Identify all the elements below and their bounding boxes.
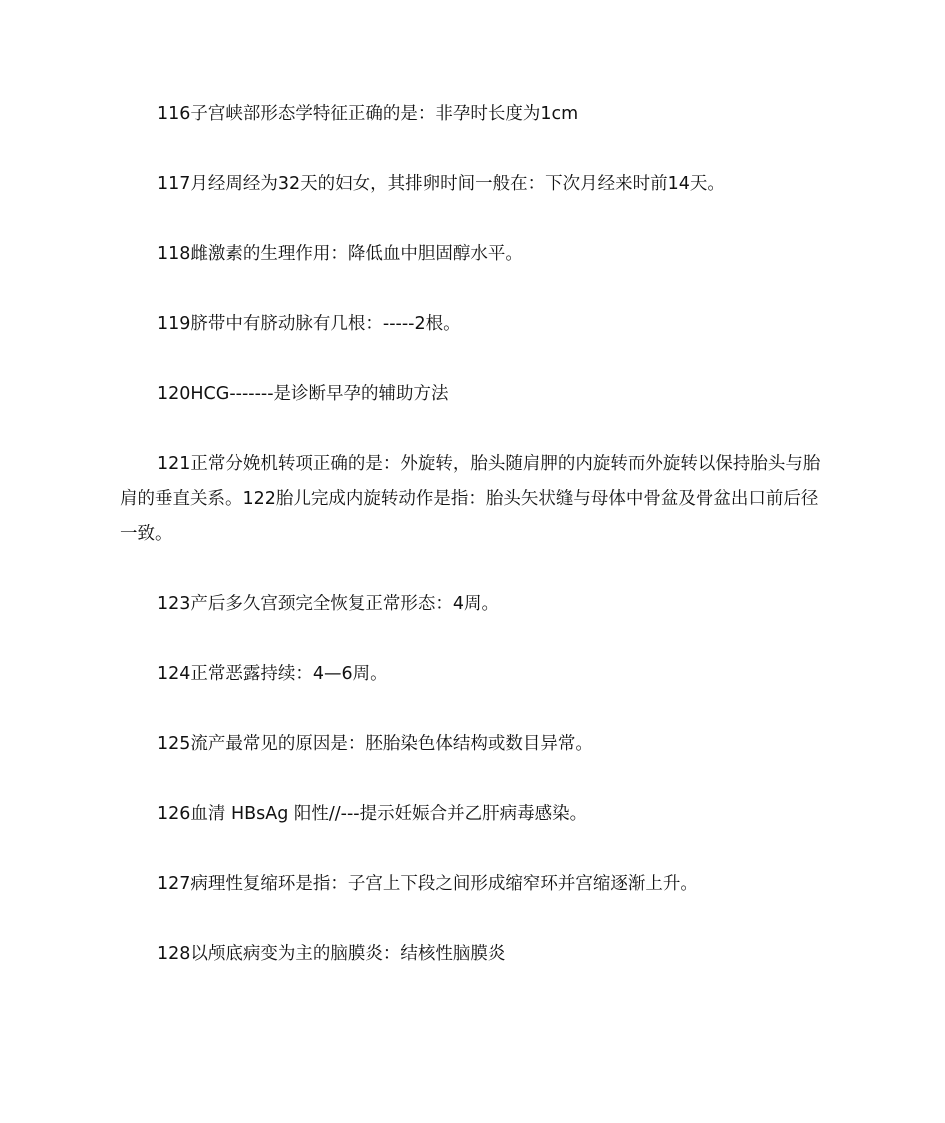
document-body — [120, 97, 826, 1007]
paragraph-123: 123产后多久宫颈完全恢复正常形态：4周。 — [157, 594, 500, 614]
paragraph-121-122: 121正常分娩机转项正确的是：外旋转，胎头随肩胛的内旋转而外旋转以保持胎头与胎肩的垂直关系。122胎儿完成内旋转动作是指：胎头矢状缝与母体中骨盆及骨盆出口前后径一致。 — [120, 454, 821, 544]
paragraph-127: 127病理性复缩环是指：子宫上下段之间形成缩窄环并宫缩逐渐上升。 — [157, 874, 698, 894]
paragraph-125: 125流产最常见的原因是：胚胎染色体结构或数目异常。 — [157, 734, 593, 754]
paragraph-118: 118雌激素的生理作用：降低血中胆固醇水平。 — [157, 244, 523, 264]
paragraph-117: 117月经周经为32天的妇女，其排卵时间一般在：下次月经来时前14天。 — [157, 174, 725, 194]
paragraph-120: 120HCG-------是诊断早孕的辅助方法 — [157, 384, 449, 404]
paragraph-124: 124正常恶露持续：4—6周。 — [157, 664, 388, 684]
paragraph-119: 119脐带中有脐动脉有几根：-----2根。 — [157, 314, 461, 334]
paragraph-116: 116子宫峡部形态学特征正确的是：非孕时长度为1cm — [157, 104, 579, 124]
paragraph-126: 126血清 HBsAg 阳性//---提示妊娠合并乙肝病毒感染。 — [157, 804, 588, 824]
paragraph-128: 128以颅底病变为主的脑膜炎：结核性脑膜炎 — [157, 944, 506, 964]
